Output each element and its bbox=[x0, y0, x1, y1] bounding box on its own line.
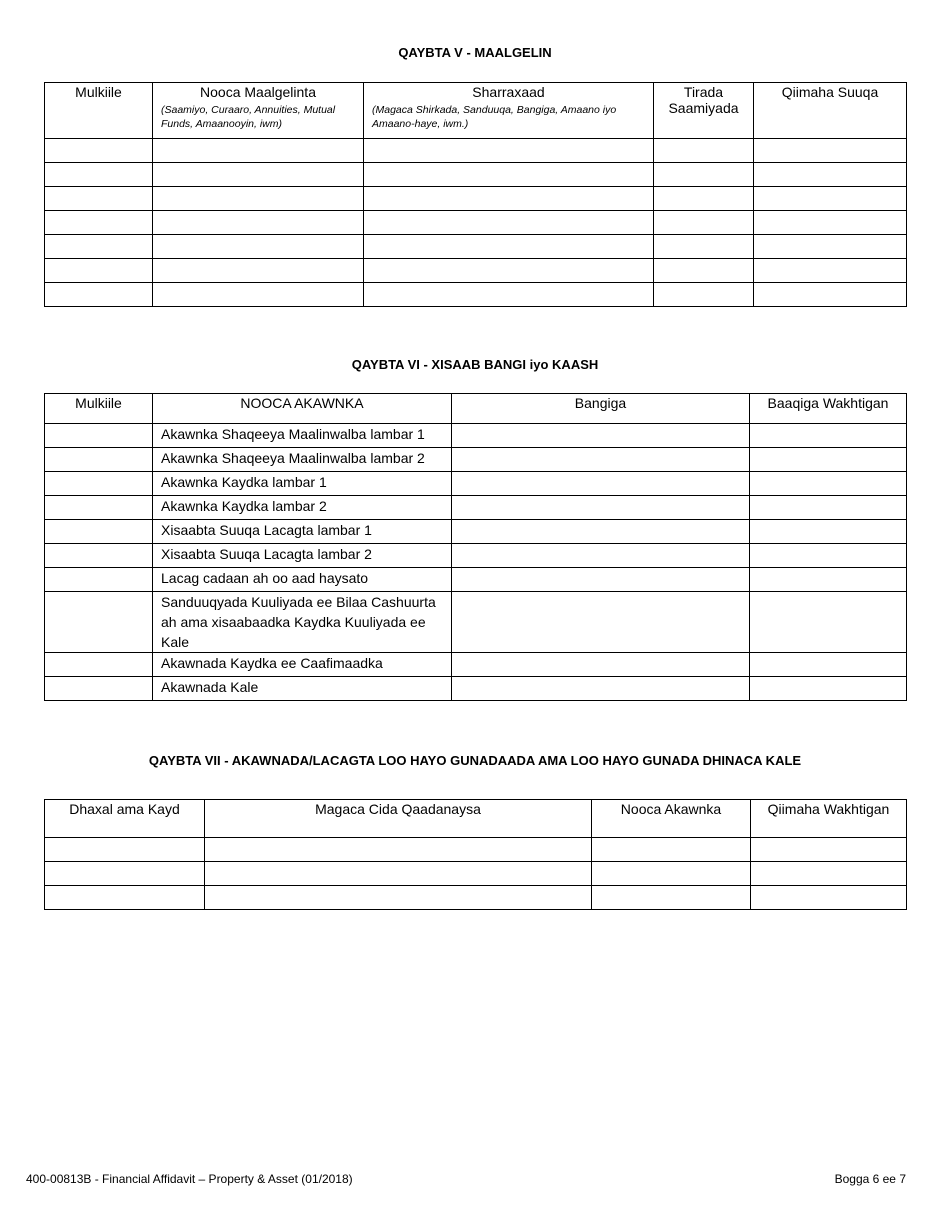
owner-cell[interactable] bbox=[45, 496, 153, 520]
table-row bbox=[45, 139, 907, 163]
table-row bbox=[45, 544, 907, 568]
owner-cell[interactable] bbox=[45, 283, 153, 307]
trust-header-row bbox=[45, 800, 907, 838]
header-description bbox=[364, 83, 654, 139]
claimant-cell[interactable] bbox=[205, 886, 592, 910]
header-inheritance: Dhaxal ama Kayd bbox=[45, 800, 205, 838]
owner-cell[interactable] bbox=[45, 472, 153, 496]
investment-type-cell[interactable] bbox=[153, 259, 364, 283]
balance-cell[interactable] bbox=[750, 472, 907, 496]
bank-cell[interactable] bbox=[452, 568, 750, 592]
account-type-cell: Akawnka Kaydka lambar 1 bbox=[153, 472, 452, 496]
owner-cell[interactable] bbox=[45, 544, 153, 568]
account-type-cell: Xisaabta Suuqa Lacagta lambar 2 bbox=[153, 544, 452, 568]
account-type-cell: Sanduuqyada Kuuliyada ee Bilaa Cashuurta ah ama xisaabaadka Kaydka Kuuliyada ee Kale bbox=[153, 592, 452, 653]
owner-cell[interactable] bbox=[45, 211, 153, 235]
table-row bbox=[45, 187, 907, 211]
header-market-value: Qiimaha Suuqa bbox=[754, 83, 907, 139]
investments-table bbox=[44, 82, 907, 307]
description-cell[interactable] bbox=[364, 139, 654, 163]
account-type-cell: Akawnka Kaydka lambar 2 bbox=[153, 496, 452, 520]
investment-type-cell[interactable] bbox=[153, 139, 364, 163]
investment-type-cell[interactable] bbox=[153, 163, 364, 187]
header-investment-type-label: Nooca Maalgelinta bbox=[200, 84, 316, 100]
balance-cell[interactable] bbox=[750, 653, 907, 677]
header-account-type: Nooca Akawnka bbox=[592, 800, 751, 838]
shares-cell[interactable] bbox=[654, 139, 754, 163]
claimant-cell[interactable] bbox=[205, 838, 592, 862]
owner-cell[interactable] bbox=[45, 235, 153, 259]
description-cell[interactable] bbox=[364, 187, 654, 211]
section-7-title: QAYBTA VII - AKAWNADA/LACAGTA LOO HAYO GUNADAADA AMA LOO HAYO GUNADA DHINACA KALE bbox=[148, 753, 802, 768]
balance-cell[interactable] bbox=[750, 424, 907, 448]
header-description-label: Sharraxaad bbox=[472, 84, 545, 100]
owner-cell[interactable] bbox=[45, 139, 153, 163]
bank-cell[interactable] bbox=[452, 592, 750, 653]
table-row bbox=[45, 862, 907, 886]
market-value-cell[interactable] bbox=[754, 283, 907, 307]
description-cell[interactable] bbox=[364, 283, 654, 307]
bank-cash-table bbox=[44, 393, 907, 701]
description-cell[interactable] bbox=[364, 259, 654, 283]
owner-cell[interactable] bbox=[45, 568, 153, 592]
bank-cell[interactable] bbox=[452, 496, 750, 520]
market-value-cell[interactable] bbox=[754, 235, 907, 259]
table-row bbox=[45, 677, 907, 701]
table-row bbox=[45, 448, 907, 472]
owner-cell[interactable] bbox=[45, 520, 153, 544]
balance-cell[interactable] bbox=[750, 592, 907, 653]
account-type-cell: Lacag cadaan ah oo aad haysato bbox=[153, 568, 452, 592]
account-type-cell: Akawnka Shaqeeya Maalinwalba lambar 1 bbox=[153, 424, 452, 448]
table-row bbox=[45, 592, 907, 653]
account-type-cell: Akawnada Kaydka ee Caafimaadka bbox=[153, 653, 452, 677]
balance-cell[interactable] bbox=[750, 544, 907, 568]
owner-cell[interactable] bbox=[45, 653, 153, 677]
header-bank: Bangiga bbox=[452, 394, 750, 424]
header-balance: Baaqiga Wakhtigan bbox=[750, 394, 907, 424]
account-type-cell[interactable] bbox=[592, 886, 751, 910]
investment-type-cell[interactable] bbox=[153, 187, 364, 211]
footer-page-number: Bogga 6 ee 7 bbox=[834, 1172, 906, 1186]
account-type-cell: Akawnada Kale bbox=[153, 677, 452, 701]
table-row bbox=[45, 472, 907, 496]
owner-cell[interactable] bbox=[45, 592, 153, 653]
shares-cell[interactable] bbox=[654, 259, 754, 283]
shares-cell[interactable] bbox=[654, 211, 754, 235]
owner-cell[interactable] bbox=[45, 677, 153, 701]
shares-cell[interactable] bbox=[654, 163, 754, 187]
shares-cell[interactable] bbox=[654, 283, 754, 307]
trust-accounts-table bbox=[44, 799, 907, 910]
bank-cell[interactable] bbox=[452, 472, 750, 496]
investments-header-row bbox=[45, 83, 907, 139]
bank-cell[interactable] bbox=[452, 544, 750, 568]
investment-type-cell[interactable] bbox=[153, 235, 364, 259]
section-6-title: QAYBTA VI - XISAAB BANGI iyo KAASH bbox=[351, 357, 599, 372]
current-value-cell[interactable] bbox=[751, 838, 907, 862]
balance-cell[interactable] bbox=[750, 448, 907, 472]
header-description-hint: (Magaca Shirkada, Sanduuqa, Bangiga, Amaano iyo Amaano-haye, iwm.) bbox=[372, 104, 617, 130]
account-type-cell: Xisaabta Suuqa Lacagta lambar 1 bbox=[153, 520, 452, 544]
balance-cell[interactable] bbox=[750, 677, 907, 701]
header-investment-type bbox=[153, 83, 364, 139]
table-row bbox=[45, 886, 907, 910]
bank-cell[interactable] bbox=[452, 520, 750, 544]
table-row bbox=[45, 424, 907, 448]
shares-cell[interactable] bbox=[654, 235, 754, 259]
inheritance-cell[interactable] bbox=[45, 838, 205, 862]
market-value-cell[interactable] bbox=[754, 163, 907, 187]
table-row bbox=[45, 163, 907, 187]
account-type-cell: Akawnka Shaqeeya Maalinwalba lambar 2 bbox=[153, 448, 452, 472]
header-owner: Mulkiile bbox=[45, 83, 153, 139]
investment-type-cell[interactable] bbox=[153, 283, 364, 307]
market-value-cell[interactable] bbox=[754, 139, 907, 163]
bank-cell[interactable] bbox=[452, 653, 750, 677]
header-account-type: NOOCA AKAWNKA bbox=[153, 394, 452, 424]
header-current-value: Qiimaha Wakhtigan bbox=[751, 800, 907, 838]
inheritance-cell[interactable] bbox=[45, 862, 205, 886]
account-type-cell[interactable] bbox=[592, 862, 751, 886]
footer-form-id: 400-00813B - Financial Affidavit – Property & Asset (01/2018) bbox=[26, 1172, 353, 1186]
bank-header-row bbox=[45, 394, 907, 424]
current-value-cell[interactable] bbox=[751, 886, 907, 910]
table-row bbox=[45, 211, 907, 235]
claimant-cell[interactable] bbox=[205, 862, 592, 886]
bank-cell[interactable] bbox=[452, 448, 750, 472]
table-row bbox=[45, 496, 907, 520]
header-claimant: Magaca Cida Qaadanaysa bbox=[205, 800, 592, 838]
table-row bbox=[45, 283, 907, 307]
table-row bbox=[45, 235, 907, 259]
table-row bbox=[45, 838, 907, 862]
balance-cell[interactable] bbox=[750, 568, 907, 592]
table-row bbox=[45, 653, 907, 677]
investment-type-cell[interactable] bbox=[153, 211, 364, 235]
owner-cell[interactable] bbox=[45, 163, 153, 187]
header-owner: Mulkiile bbox=[45, 394, 153, 424]
description-cell[interactable] bbox=[364, 163, 654, 187]
market-value-cell[interactable] bbox=[754, 211, 907, 235]
description-cell[interactable] bbox=[364, 211, 654, 235]
owner-cell[interactable] bbox=[45, 424, 153, 448]
balance-cell[interactable] bbox=[750, 520, 907, 544]
header-investment-type-hint: (Saamiyo, Curaaro, Annuities, Mutual Funds, Amaanooyin, iwm) bbox=[161, 104, 336, 130]
table-row bbox=[45, 568, 907, 592]
header-shares: Tirada Saamiyada bbox=[654, 83, 754, 139]
table-row bbox=[45, 259, 907, 283]
current-value-cell[interactable] bbox=[751, 862, 907, 886]
shares-cell[interactable] bbox=[654, 187, 754, 211]
owner-cell[interactable] bbox=[45, 448, 153, 472]
market-value-cell[interactable] bbox=[754, 259, 907, 283]
table-row bbox=[45, 520, 907, 544]
bank-cell[interactable] bbox=[452, 424, 750, 448]
account-type-cell[interactable] bbox=[592, 838, 751, 862]
balance-cell[interactable] bbox=[750, 496, 907, 520]
owner-cell[interactable] bbox=[45, 187, 153, 211]
market-value-cell[interactable] bbox=[754, 187, 907, 211]
inheritance-cell[interactable] bbox=[45, 886, 205, 910]
section-5-title: QAYBTA V - MAALGELIN bbox=[398, 45, 552, 60]
description-cell[interactable] bbox=[364, 235, 654, 259]
bank-cell[interactable] bbox=[452, 677, 750, 701]
owner-cell[interactable] bbox=[45, 259, 153, 283]
